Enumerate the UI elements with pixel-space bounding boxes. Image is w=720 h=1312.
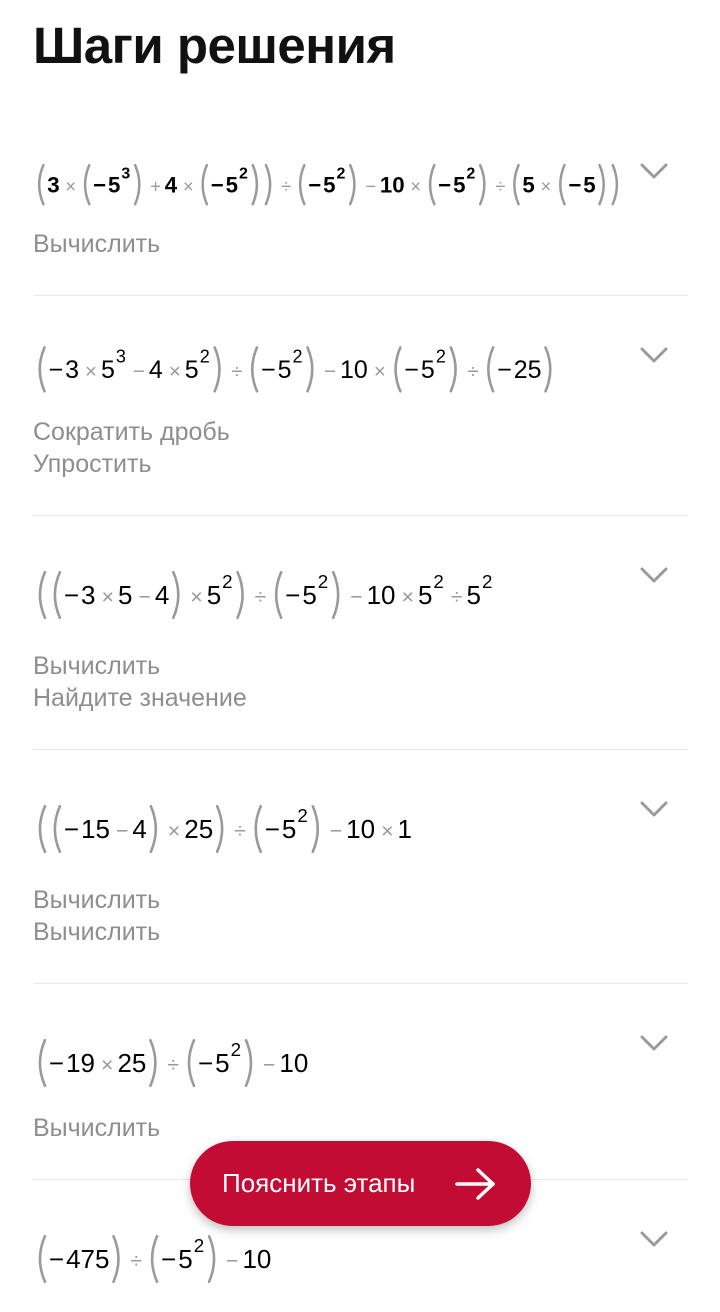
math-operator: × [401,585,414,609]
paren-open [152,1236,157,1282]
paren-close [613,165,617,204]
math-term: − [568,172,582,198]
math-operator: × [167,819,181,843]
math-exponent: 2 [292,346,303,367]
paren-open [189,1040,194,1086]
math-exponent: 3 [115,346,126,367]
math-operator: ÷ [234,819,246,843]
math-expression [34,1020,634,1100]
math-expression [34,552,634,632]
math-term: 10 [379,172,405,198]
math-term: − [48,1048,65,1078]
chevron-down-icon[interactable] [640,566,668,584]
divider [33,515,688,516]
chevron-down-icon[interactable] [640,162,668,180]
paren-close [350,165,354,204]
math-term: 5 [323,172,336,198]
step-description [33,884,160,948]
math-term: 5 [184,356,199,384]
math-exponent: 2 [222,570,233,592]
step-expression [34,1020,634,1100]
step-description [33,416,230,480]
paren-close [113,1236,118,1282]
math-operator: − [329,819,343,843]
paren-open [40,572,45,618]
math-exponent: 2 [317,570,329,592]
chevron-down-icon[interactable] [640,800,668,818]
math-term: 19 [66,1048,96,1078]
math-exponent: 2 [481,570,493,592]
paren-close [600,165,604,204]
math-operator: − [115,819,129,843]
paren-open [252,348,257,392]
paren-open [85,165,89,204]
math-operator: ÷ [254,585,267,609]
math-expression [34,142,634,222]
math-expression [34,326,634,406]
math-term: − [404,356,419,384]
paren-open [39,165,43,204]
math-operator: × [190,585,203,609]
step-expression [34,552,634,632]
step-description-line: Сократить дробь [33,418,230,446]
math-operator: ÷ [130,1249,143,1273]
math-term: 5 [101,356,115,384]
math-operator: ÷ [281,175,292,197]
math-exponent: 2 [336,165,346,183]
math-operator: − [350,585,363,609]
paren-close [480,165,484,204]
paren-open [203,165,207,204]
math-term: 5 [417,580,433,610]
paren-open [40,1236,45,1282]
math-term: 4 [148,356,163,384]
math-operator: − [226,1249,239,1273]
math-term: 5 [583,172,596,198]
math-term: 10 [366,580,396,610]
paren-open [40,806,45,852]
math-term: − [210,172,224,198]
math-term: 3 [65,356,80,384]
math-term: − [197,1048,214,1078]
paren-close [238,572,243,618]
paren-open [40,1040,45,1086]
divider [33,749,688,750]
math-operator: × [168,360,181,383]
step-description-line: Найдите значение [33,684,247,712]
math-term: 10 [279,1048,309,1078]
math-operator: × [182,175,194,197]
paren-close [266,165,270,204]
step-description [33,1112,160,1144]
math-term: − [48,356,64,384]
math-operator: × [540,175,552,197]
chevron-down-icon[interactable] [640,1034,668,1052]
step-expression [34,786,634,866]
math-operator: − [365,175,377,197]
math-term: 475 [66,1244,110,1274]
step-description [33,228,160,260]
paren-close [451,348,456,392]
math-term: 25 [117,1048,147,1078]
math-term: − [264,814,280,844]
math-term: 5 [277,356,292,384]
math-operator: ÷ [450,585,463,609]
math-expression [34,786,634,866]
step-expression [34,326,634,406]
math-term: 4 [164,172,178,198]
math-term: 15 [81,814,110,844]
math-operator: − [324,360,336,383]
paren-open [560,165,564,204]
math-term: − [308,172,322,198]
paren-open [276,572,281,618]
paren-close [215,348,220,392]
paren-close [135,165,139,204]
step-expression [34,1216,634,1296]
math-operator: × [101,1053,114,1077]
chevron-down-icon[interactable] [640,1230,668,1248]
paren-close [333,572,338,618]
math-term: 5 [108,172,121,198]
math-term: 5 [206,580,222,610]
math-term: − [161,1244,177,1274]
math-operator: ÷ [167,1053,180,1077]
math-operator: − [138,585,151,609]
math-term: 1 [397,814,412,844]
math-exponent: 2 [297,804,308,826]
math-operator: × [101,585,114,609]
step-description-line: Вычислить [33,1114,161,1142]
paren-open [430,165,434,204]
math-term: 10 [340,356,368,384]
chevron-down-icon[interactable] [640,346,668,364]
math-term: 5 [281,814,297,844]
paren-close [253,165,257,204]
paren-open [55,806,60,852]
math-term: 25 [513,356,542,384]
math-operator: − [132,360,145,383]
math-operator: × [65,175,77,197]
paren-open [396,348,401,392]
step-expression [34,142,634,222]
arrow-right-icon [454,1166,498,1202]
paren-close [150,1040,155,1086]
math-term: 5 [302,580,317,610]
math-term: 5 [117,580,133,610]
math-term: 5 [420,356,435,384]
page-title: Шаги решения [33,17,396,74]
paren-open [300,165,304,204]
math-term: 25 [184,814,214,844]
math-exponent: 2 [193,1234,205,1256]
math-term: 4 [154,580,170,610]
math-term: − [497,356,512,384]
paren-open [488,348,493,392]
math-term: − [285,580,301,610]
math-term: − [63,814,80,844]
math-term: − [48,1244,65,1274]
paren-close [546,348,551,392]
math-term: 5 [522,172,535,198]
math-operator: ÷ [231,360,243,383]
math-term: − [438,172,452,198]
math-operator: × [410,175,422,197]
paren-close [173,572,178,618]
step-description-line: Вычислить [33,886,161,914]
math-exponent: 2 [238,165,248,183]
math-exponent: 2 [466,165,476,183]
paren-close [313,806,318,852]
paren-open [514,165,518,204]
step-description-line: Вычислить [33,230,161,258]
paren-close [246,1040,251,1086]
step-description-line: Вычислить [33,918,161,946]
paren-close [209,1236,214,1282]
explain-steps-label: Пояснить этапы [222,1168,416,1198]
math-operator: × [373,360,386,383]
math-term: − [93,172,107,198]
step-description-line: Вычислить [33,652,161,680]
divider [33,295,688,296]
divider [33,983,688,984]
paren-open [55,572,60,618]
math-exponent: 2 [433,570,444,592]
step-description [33,650,247,714]
math-term: 5 [453,172,466,198]
math-exponent: 2 [230,1038,242,1060]
math-operator: + [150,175,161,197]
explain-steps-button[interactable] [190,1141,531,1226]
math-operator: ÷ [467,360,479,383]
math-expression [34,1216,634,1296]
math-term: 3 [81,580,96,610]
paren-open [256,806,261,852]
math-term: 5 [215,1048,230,1078]
paren-open [40,348,45,392]
math-term: 10 [242,1244,272,1274]
math-operator: × [85,360,97,383]
math-term: 10 [346,814,376,844]
step-description-line: Упростить [33,450,152,478]
math-exponent: 3 [121,165,131,183]
math-term: − [260,356,276,384]
math-operator: ÷ [495,175,506,197]
math-operator: × [381,819,394,843]
paren-close [217,806,222,852]
paren-close [308,348,313,392]
math-term: − [63,580,80,610]
math-term: 5 [178,1244,193,1274]
math-term: 5 [466,580,481,610]
math-exponent: 2 [435,346,446,367]
math-term: 5 [225,172,239,198]
math-term: 3 [47,172,60,198]
paren-close [151,806,156,852]
math-exponent: 2 [199,346,210,367]
math-operator: − [262,1053,276,1077]
math-term: 4 [132,814,147,844]
